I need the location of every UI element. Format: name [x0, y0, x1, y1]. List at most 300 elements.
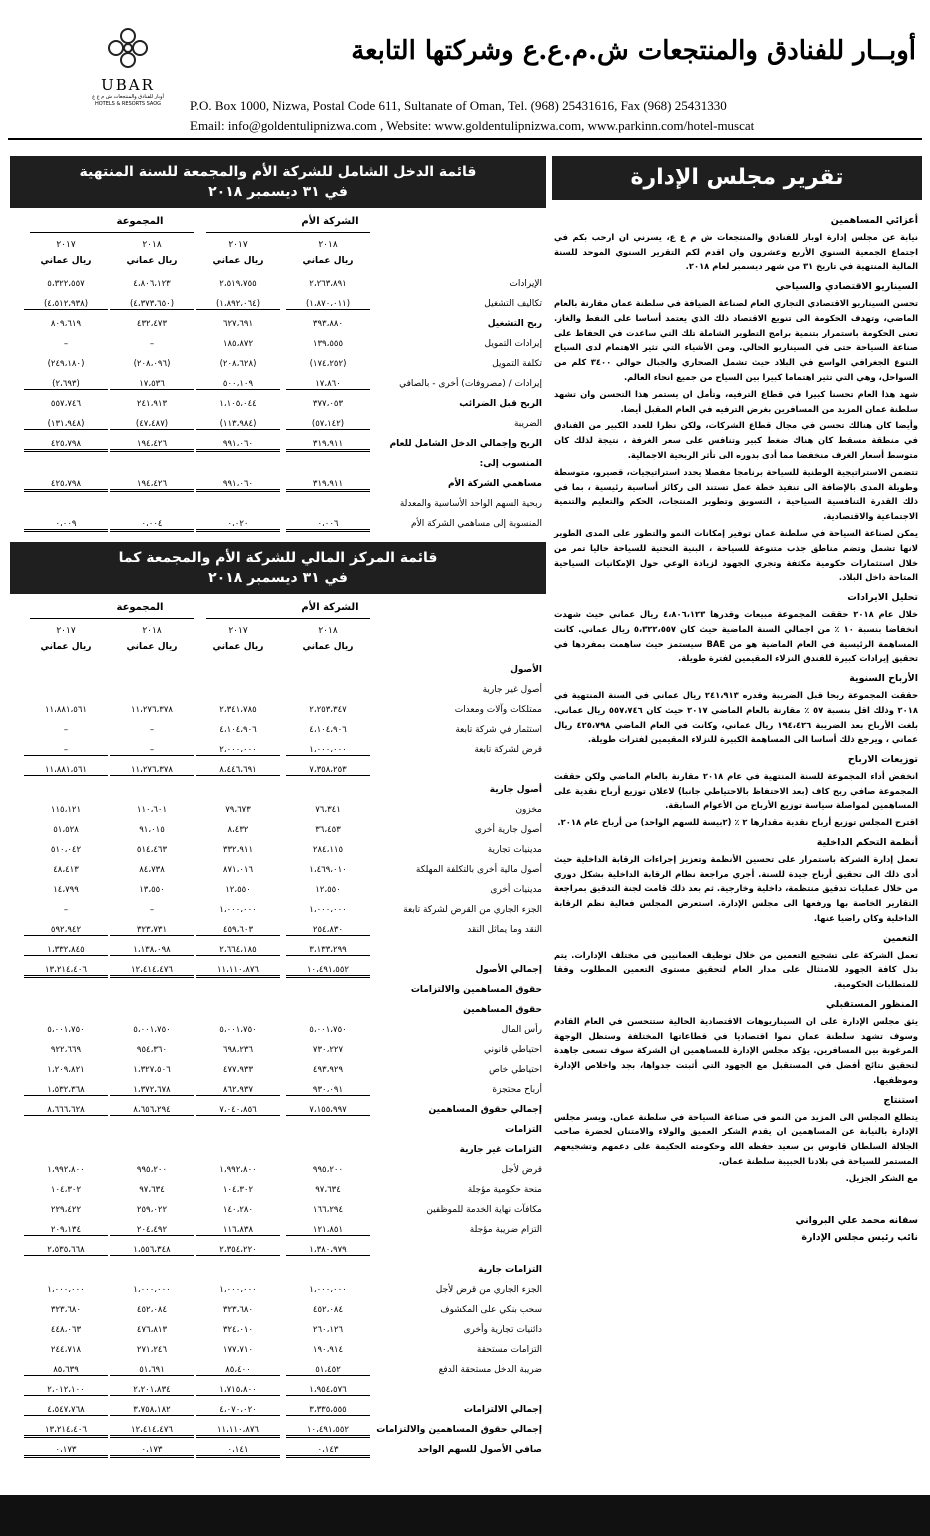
row-value: ٥،٠٠١،٧٥٠ — [219, 1025, 257, 1035]
table-row — [10, 782, 546, 802]
row-value: ١٢١،٨٥١ — [286, 1225, 370, 1236]
row-value: ٨،٤٤٦،٦٩١ — [196, 765, 280, 776]
row-label: إيرادات / (مصروفات) أخرى - بالصافي — [399, 379, 542, 389]
row-value: ٨٠٩،٦١٩ — [50, 319, 82, 329]
row-value: ١،٣٣٢،٨٤٥ — [24, 945, 108, 956]
row-value: ٥٠٠،١٠٩ — [196, 379, 280, 390]
parent-company-label: الشركة الأم — [301, 216, 359, 227]
row-value: ٣٦،٤٥٣ — [315, 825, 341, 835]
row-label: احتياطي قانوني — [484, 1045, 542, 1055]
table-row — [10, 842, 546, 862]
row-value: ٦٢٧،٦٩١ — [222, 319, 254, 329]
table-row — [10, 1002, 546, 1022]
row-value: ١،١٠٥،٠٤٤ — [219, 399, 257, 409]
row-value: ١٩٤،٤٢٦ — [110, 439, 194, 452]
row-value: ٢٤٤،٧١٨ — [50, 1345, 82, 1355]
table-row — [10, 902, 546, 922]
row-value: (٢،٦٩٣) — [24, 379, 108, 390]
row-value: ١٢،٤١٤،٤٧٦ — [110, 1425, 194, 1438]
row-label: ضريبة الدخل مستحقة الدفع — [438, 1365, 542, 1375]
year-label: ٢٠١٨ — [318, 626, 338, 636]
table-row — [10, 942, 546, 962]
row-value: ٠،٠٢٠ — [196, 519, 280, 532]
year-label: ٢٠١٧ — [56, 240, 76, 250]
row-value: ١،٠٠٠،٠٠٠ — [286, 745, 370, 756]
year-label: ٢٠١٨ — [142, 240, 162, 250]
row-value: ٣،٧٥٨،١٨٢ — [110, 1405, 194, 1416]
row-label: ربح التشغيل — [487, 319, 542, 329]
row-value: ٥٥٧،٧٤٦ — [50, 399, 82, 409]
row-value: ١١٦،٨٣٨ — [196, 1225, 280, 1236]
row-value: ٨،٦٦٦،٦٢٨ — [24, 1105, 108, 1116]
contact-line: Email: info@goldentulipnizwa.com , Website: www.goldentulipnizwa.com, www.parkinn.com/hotel-muscat — [190, 118, 755, 133]
row-value: ١١،٨٨١،٥٦١ — [44, 705, 87, 715]
report-paragraph: انخفض أداء المجموعة للسنة المنتهية في عام ٢٠١٨ مقارنة بالعام الماضي ولكن حققت المجموعة صافي ربح كاف (بعد الاحتفاظ بالاحتياطي جانبا) لاعلان توزيع أرباح نقدية على المساهمين لمواصلة سياسة توزيع الأرباح من الأعوام السابقة. — [554, 770, 918, 811]
row-value: ٩٧،٦٣٤ — [139, 1185, 165, 1195]
table-row — [10, 1122, 546, 1142]
logo-subtitle-en: HOTELS & RESORTS SAOG — [94, 101, 162, 107]
year-label: ٢٠١٧ — [228, 240, 248, 250]
row-value: ٢،٦٦٤،١٨٥ — [196, 945, 280, 956]
row-value: ٢،٢٠١،٨٣٤ — [110, 1385, 194, 1396]
row-value: ٣،٣٣٥،٥٥٥ — [286, 1405, 370, 1416]
row-value: ٥١،٤٥٢ — [286, 1365, 370, 1376]
year-label: ٢٠١٧ — [228, 626, 248, 636]
row-value: ٤٩٣،٩٢٩ — [312, 1065, 344, 1075]
balance-sheet-title — [10, 542, 546, 594]
row-label: مساهمي الشركة الأم — [447, 479, 542, 489]
table-row — [10, 1282, 546, 1302]
report-section-heading: الأرباح السنوية — [849, 673, 918, 685]
row-value: ٥،٠٠١،٧٥٠ — [133, 1025, 171, 1035]
row-label: مكافآت نهاية الخدمة للموظفين — [426, 1205, 542, 1215]
logo-emblem-icon — [100, 22, 156, 74]
row-value: ٢،٠٠٠،٠٠٠ — [196, 745, 280, 756]
row-value: ١٧٧،٧١٠ — [222, 1345, 254, 1355]
row-value: (١١٣،٩٨٤) — [196, 419, 280, 430]
row-value: ٩٩١،٠٦٠ — [196, 479, 280, 492]
report-body — [552, 200, 922, 1246]
balance-title-line2: في ٣١ ديسمبر ٢٠١٨ — [208, 570, 348, 586]
row-label: إجمالي الأصول — [475, 965, 542, 975]
report-paragraph: وأيضا كان هنالك تحسن في مجال قطاع الشركات، ولكن نظرا للعدد الكبير من الفنادق في منطقة مسقط كان هناك ضغط كبير وتنافس على سعر الغرفة ، نتيجة لذلك كان متوسط أسعار الغرف منخفضا مما أدى بدوره الى تأثر الربحية الاجمالية. — [554, 420, 918, 460]
balance-title-line1: قائمة المركز المالي للشركة الأم والمجمعة كما — [118, 550, 438, 566]
table-row — [10, 316, 546, 336]
row-value: ٥٩٢،٩٤٢ — [24, 925, 108, 936]
row-value: ٣١٩،٩١١ — [286, 439, 370, 452]
row-value: ٤،١٠٤،٩٠٦ — [219, 725, 257, 735]
row-value: ٢،٢٦٣،٨٩١ — [309, 279, 347, 289]
logo-wordmark: UBAR — [101, 76, 155, 94]
row-value: (٤٧،٤٨٧) — [110, 419, 194, 430]
board-report — [552, 156, 922, 1246]
table-row — [10, 662, 546, 682]
table-row — [10, 1102, 546, 1122]
parent-underline — [206, 618, 370, 619]
row-value: ٣٢٣،٧٣١ — [110, 925, 194, 936]
address-line: P.O. Box 1000, Nizwa, Postal Code 611, Sultanate of Oman, Tel. (968) 25431616, Fax (968) 25431330 — [190, 98, 727, 113]
row-value: ٤٥٩،٦٠٣ — [196, 925, 280, 936]
row-label: أصول جارية — [489, 785, 542, 795]
row-value: ٤٢٥،٧٩٨ — [24, 479, 108, 492]
row-value: ١،٠٠٠،٠٠٠ — [219, 905, 257, 915]
row-value: (١،٨٩٢،٠٦٤) — [196, 299, 280, 310]
balance-column-header — [10, 594, 546, 662]
table-row — [10, 1382, 546, 1402]
report-paragraph: شهد هذا العام تحسنا كبيرا في قطاع الترفيه، وتأمل ان يستمر هذا التحسن وان تشهد سلطنة عمان المزيد من المسافرين بغرض الترفيه في العام المقبل أيضا. — [554, 388, 918, 414]
currency-label: ريال عماني — [212, 256, 264, 266]
financial-statements — [10, 156, 546, 1462]
row-label: قرض لشركة تابعة — [474, 745, 542, 755]
row-value: (٤،٥١٢،٩٣٨) — [24, 299, 108, 310]
row-value: ٣٩٣،٨٨٠ — [312, 319, 344, 329]
signature-block — [554, 1212, 918, 1246]
row-value: ١١٥،١٢١ — [50, 805, 82, 815]
table-row — [10, 396, 546, 416]
report-section-heading: تحليل الايرادات — [847, 592, 918, 604]
table-row — [10, 1342, 546, 1362]
row-value: ١،٣٢٧،٥٠٦ — [133, 1065, 171, 1075]
row-label: أصول مالية أخرى بالتكلفة المهلكة — [415, 865, 542, 875]
row-value: – — [149, 339, 155, 349]
table-row — [10, 762, 546, 782]
row-value: ٨٦٢،٩٣٧ — [196, 1085, 280, 1096]
row-value: (٢٤٩،١٨٠) — [47, 359, 85, 369]
row-value: ٩٩٥،٢٠٠ — [312, 1165, 344, 1175]
row-value: ٢٧١،٢٤٦ — [136, 1345, 168, 1355]
row-value: ١٢،٥٥٠ — [315, 885, 341, 895]
table-row — [10, 922, 546, 942]
table-row — [10, 1162, 546, 1182]
income-title-line2: في ٣١ ديسمبر ٢٠١٨ — [208, 184, 348, 200]
row-value: ٢٥٩،٠٢٢ — [136, 1205, 168, 1215]
table-row — [10, 702, 546, 722]
income-title-line1: قائمة الدخل الشامل للشركة الأم والمجمعة للسنة المنتهية — [79, 164, 477, 180]
row-value: (٢٠٨،٠٩٦) — [133, 359, 171, 369]
row-value: ١١٠،٦٠١ — [136, 805, 168, 815]
report-title: تقرير مجلس الإدارة — [552, 156, 922, 200]
row-value: ١٠٤،٣٠٢ — [50, 1185, 82, 1195]
table-row — [10, 416, 546, 436]
table-row — [10, 456, 546, 476]
row-value: ٢،٣٥٤،٢٢٠ — [196, 1245, 280, 1256]
report-paragraph: خلال عام ٢٠١٨ حققت المجموعة مبيعات وقدرها ٤،٨٠٦،١٢٣ ريال عماني حيث شهدت انخفاضا بنسبة ١٠ ٪ من اجمالي السنة الماضية حيث كان ٥،٣٢٢،٥٥٧ ريال عماني. كانت المساهمة الرئيسية في العام الماضية هو من BAE سيستمز حيث ساهمت بمفردها في تحقيق إيرادات كبيرة للفندق النزلاء المقيمين لفترة طويلة. — [554, 608, 919, 664]
table-row — [10, 1062, 546, 1082]
row-value: ٢٠٩،١٣٤ — [24, 1225, 108, 1236]
row-value: ٣٢٣،٦٨٠ — [50, 1305, 82, 1315]
signatory-title: نائب رئيس مجلس الإدارة — [801, 1231, 918, 1243]
row-label: أرباح محتجزة — [492, 1085, 542, 1095]
row-value: ٤٤٨،٠٦٣ — [50, 1325, 82, 1335]
row-label: تكاليف التشغيل — [484, 299, 542, 309]
row-value: ١،٠٠٠،٠٠٠ — [47, 1285, 85, 1295]
row-value: ١١،٢٧٦،٣٧٨ — [110, 765, 194, 776]
table-row — [10, 822, 546, 842]
parent-company-label: الشركة الأم — [301, 602, 359, 613]
company-header — [8, 14, 922, 140]
row-value: ١٦٦،٢٩٤ — [312, 1205, 344, 1215]
table-row — [10, 1222, 546, 1242]
report-section-heading: المنظور المستقبلي — [826, 999, 918, 1011]
row-label: المنسوب إلى: — [479, 459, 542, 469]
row-value: ٤٣٢،٤٧٣ — [136, 319, 168, 329]
report-paragraph: تحسن السيناريو الاقتصادي التجاري العام لصناعة الضيافة في سلطنة عمان مقارنة بالعام الماضي، وتهدف الحكومة الى تنويع الاقتصاد ذلك الذي يعتمد أساسا على النفط والغاز. تعنى الحكومة باستمرار بتنمية برامج التطوير الشاملة تلك التي ساعدت في الحفاظ على صناعة السياحة حتى في السيناريو الحالي. ومن الأشياء التي تثير الاهتمام لدى السياح التنوع الجغرافي الواسع في البلاد حيث تشمل الصحاري والجبال حوالي ٣٤٠٠ كلم من السواحل، وهي التي تثير اهتماما كبيرا بين السياح من جميع انحاء العالم. — [554, 297, 918, 382]
row-label: التزامات مستحقة — [476, 1345, 542, 1355]
row-label: قرض لأجل — [501, 1165, 542, 1175]
row-value: ٨٥،٤٠٠ — [196, 1365, 280, 1376]
table-row — [10, 496, 546, 516]
balance-table — [10, 662, 546, 1462]
table-row — [10, 296, 546, 316]
row-value: (١٧٤،٢٥٢) — [309, 359, 347, 369]
row-value: ٢٥٤،٨٣٠ — [286, 925, 370, 936]
report-paragraph: يتطلع المجلس الى المزيد من النمو في صناعة السياحة في سلطنة عمان. ويسر مجلس الإدارة بالنيابة عن المساهمين ان يقدم الشكر العميق والولاء والامتنان لحضرة صاحب الجلالة السلطان قابوس بن سعيد حفظه الله وحكومته الحكيمة على دعمهم وتشجيعهم المستمر للسياحة في بلادنا الحبيبة سلطنة عمان. — [554, 1111, 918, 1167]
report-section-heading: التعمين — [883, 932, 918, 944]
currency-label: ريال عماني — [126, 256, 178, 266]
row-label: الجزء الجاري من القرض لشركة تابعة — [403, 905, 542, 915]
year-label: ٢٠١٨ — [142, 626, 162, 636]
table-row — [10, 882, 546, 902]
table-row — [10, 1322, 546, 1342]
row-value: ١،٣٨٠،٩٧٩ — [286, 1245, 370, 1256]
row-value: ١٣٩،٥٥٥ — [312, 339, 344, 349]
row-label: التزامات — [505, 1125, 542, 1135]
table-row — [10, 1022, 546, 1042]
currency-label: ريال عماني — [302, 256, 354, 266]
table-row — [10, 376, 546, 396]
row-value: ٢،٢٥٣،٣٤٧ — [309, 705, 347, 715]
row-value: ٢،٠١٢،١٠٠ — [24, 1385, 108, 1396]
table-row — [10, 356, 546, 376]
row-label: التزامات غير جارية — [459, 1145, 542, 1155]
row-value: ٠،٠٠٦ — [286, 519, 370, 532]
row-value: ٩٣٠،٠٩١ — [286, 1085, 370, 1096]
row-value: ٤،١٠٤،٩٠٦ — [309, 725, 347, 735]
table-row — [10, 1422, 546, 1442]
year-label: ٢٠١٧ — [56, 626, 76, 636]
row-value: – — [63, 725, 69, 735]
table-row — [10, 862, 546, 882]
report-paragraph: نيابة عن مجلس إدارة اوبار للفنادق والمنتجعات ش م ع ع، يسرني ان ارحب بكم في اجتماع الجمعية السنوي الأربع وعشرون وان اقدم لكم التقرير السنوي الموحد للسنة المالية المنتهية في تاريخ ٣١ من شهر ديسمبر لعام ٢٠١٨. — [554, 231, 918, 272]
row-value: ٢،٥٣٥،٦٦٨ — [24, 1245, 108, 1256]
row-value: ١،٠٠٠،٠٠٠ — [309, 1285, 347, 1295]
group-label: المجموعة — [116, 216, 164, 227]
row-label: ممتلكات وآلات ومعدات — [454, 705, 542, 715]
table-row — [10, 516, 546, 536]
row-value: – — [149, 905, 155, 915]
row-value: ٥١٤،٤٦٣ — [136, 845, 168, 855]
row-value: ٩١،٠١٥ — [139, 825, 165, 835]
group-underline — [30, 232, 194, 233]
row-label: إجمالي حقوق المساهمين والالتزامات — [376, 1425, 542, 1435]
row-value: ٤٨،٤١٣ — [53, 865, 79, 875]
group-underline — [30, 618, 194, 619]
row-value: ٧،١٥٥،٩٩٧ — [286, 1105, 370, 1116]
row-value: ١٧،٥٣٦ — [110, 379, 194, 390]
row-label: حقوق المساهمين والالتزامات — [410, 985, 542, 995]
row-value: ٨،٤٣٢ — [227, 825, 249, 835]
row-value: ٠،٠٠٤ — [110, 519, 194, 532]
row-value: ١١،٨٨١،٥٦١ — [24, 765, 108, 776]
row-value: – — [24, 745, 108, 756]
row-value: ١،٥٥٦،٣٤٨ — [110, 1245, 194, 1256]
currency-label: ريال عماني — [212, 642, 264, 652]
row-label: الضريبة — [513, 419, 542, 429]
report-section-heading: استنتاج — [883, 1094, 918, 1106]
row-value: ٨٥،٦٣٩ — [24, 1365, 108, 1376]
row-value: ٥،٠٠١،٧٥٠ — [309, 1025, 347, 1035]
table-row — [10, 722, 546, 742]
row-label: إجمالي حقوق المساهمين — [428, 1105, 542, 1115]
row-label: الإيرادات — [509, 279, 542, 289]
row-value: ٤٢٥،٧٩٨ — [24, 439, 108, 452]
currency-label: ريال عماني — [302, 642, 354, 652]
row-value: ٠،١٧٣ — [110, 1445, 194, 1458]
row-value: (١،٨٧٠،٠١١) — [286, 299, 370, 310]
row-value: ٢٠٤،٤٩٢ — [110, 1225, 194, 1236]
row-label: الربح وإجمالي الدخل الشامل للعام — [389, 439, 542, 449]
row-value: (١٣١،٩٤٨) — [24, 419, 108, 430]
table-row — [10, 1302, 546, 1322]
row-value: – — [149, 725, 155, 735]
row-label: التزام ضريبة مؤجلة — [469, 1225, 542, 1235]
row-value: ٥،٠٠١،٧٥٠ — [47, 1025, 85, 1035]
row-value: ١١،٢٧٦،٣٧٨ — [130, 705, 173, 715]
row-value: (٢٠٨،٦٢٨) — [219, 359, 257, 369]
row-value: ١٤،٧٩٩ — [53, 885, 79, 895]
row-value: ١٢،٤١٤،٤٧٦ — [110, 965, 194, 978]
row-value: ١٤٠،٢٨٠ — [222, 1205, 254, 1215]
row-label: الربح قبل الضرائب — [459, 399, 542, 409]
row-value: ١٨٥،٨٧٢ — [222, 339, 254, 349]
row-value: ٨،٦٥٦،٢٩٤ — [110, 1105, 194, 1116]
row-value: ١،٩٩٢،٨٠٠ — [219, 1165, 257, 1175]
report-paragraph: تتضمن الاستراتيجية الوطنية للسياحة برنامجا مفصلا يحدد استراتيجيات، قصيرو، متوسطة وطويلة المدى بالإضافة الى تنفيذ خطة عمل تستند الى ركائز أساسية رئيسية ، بما في ذلك القدرة التنافسية السياحية ، التسويق وتطوير المنتجات، الحكم والتعليم والتنمية الاجتماعية والاقتصادية. — [554, 466, 918, 522]
table-row — [10, 1182, 546, 1202]
row-value: ١٠،٤٩١،٥٥٢ — [286, 965, 370, 978]
row-label: منحة حكومية مؤجلة — [467, 1185, 542, 1195]
report-paragraph: تعمل إدارة الشركة باستمرار على تحسين الأنظمة وتعزيز إجراءات الرقابة الداخلية حيث أدى ذلك الى تحقيق أرباح جيدة للسنة. أجري مراجعة نظام الرقابة الداخلية بشكل دوري من خلال عمليات تدقيق منتظمة، داخلية وخارجية. ثم بعد ذلك قامت لجنة التدقيق بمراجعة التقارير الخاصة بها ورفعها الى مجلس الإدارة. استعرض المجلس فعالية نظم الرقابة الداخلية وكان راضيا عنها. — [554, 853, 918, 924]
report-paragraph: تعمل الشركة على تشجيع التعمين من خلال توظيف العمانيين في مختلف الإدارات. يتم بذل كافة الجهود للامتثال على مدار العام لتحقيق مستوى التعمين المطلوب وفقا للمتطلبات الحكومية. — [554, 949, 918, 990]
row-label: إيرادات التمويل — [484, 339, 542, 349]
row-value: ١١،١١٠،٨٧٦ — [196, 965, 280, 978]
row-value: ٩٢٢،٦٦٩ — [50, 1045, 82, 1055]
row-value: ١،٠٠٠،٠٠٠ — [309, 905, 347, 915]
row-label: صافي الأصول للسهم الواحد — [417, 1445, 542, 1455]
row-label: التزامات جارية — [478, 1265, 542, 1275]
row-value: ٢٨٤،١١٥ — [312, 845, 344, 855]
row-value: ٩٩١،٠٦٠ — [196, 439, 280, 452]
row-value: ٤٥٢،٠٨٤ — [312, 1305, 344, 1315]
row-label: مدينيات تجارية — [487, 845, 542, 855]
row-value: ٩٥٤،٣٦٠ — [136, 1045, 168, 1055]
group-label: المجموعة — [116, 602, 164, 613]
table-row — [10, 1362, 546, 1382]
row-value: ١٣،٢١٤،٤٠٦ — [24, 1425, 108, 1438]
company-logo — [88, 22, 168, 108]
page-bottom-band — [0, 1495, 930, 1536]
row-label: رأس المال — [501, 1025, 542, 1035]
row-value: – — [63, 339, 69, 349]
row-value: ١،٩٩٢،٨٠٠ — [47, 1165, 85, 1175]
report-section-heading: أنظمة التحكم الداخلية — [816, 837, 918, 849]
row-label: أصول جارية أخرى — [474, 825, 542, 835]
row-label: الأصول — [510, 665, 542, 675]
row-label: استثمار في شركة تابعة — [455, 725, 542, 735]
row-value: ١١،١١٠،٨٧٦ — [196, 1425, 280, 1438]
row-label: النقد وما يماثل النقد — [467, 925, 542, 935]
row-value: ٢،٥١٩،٧٥٥ — [219, 279, 257, 289]
row-value: ٢٦٠،١٢٦ — [312, 1325, 344, 1335]
row-value: ٠،١٧٣ — [24, 1445, 108, 1458]
table-row — [10, 962, 546, 982]
table-row — [10, 682, 546, 702]
company-name: أوبــار للفنادق والمنتجعات ش.م.ع.ع وشركتها التابعة — [351, 36, 916, 66]
row-value: ١،٣٧٢،٦٧٨ — [110, 1085, 194, 1096]
currency-label: ريال عماني — [40, 642, 92, 652]
row-value: ٢٤١،٩١٣ — [136, 399, 168, 409]
row-value: ٤٧٧،٩٣٣ — [222, 1065, 254, 1075]
row-value: ٨٤،٧٣٨ — [139, 865, 165, 875]
parent-underline — [206, 232, 370, 233]
row-value: ١٩٤،٤٢٦ — [110, 479, 194, 492]
table-row — [10, 982, 546, 1002]
row-value: ٥١،٥٢٨ — [53, 825, 79, 835]
row-value: ٣٢٣،٦٨٠ — [222, 1305, 254, 1315]
row-value: ١٢،٥٥٠ — [225, 885, 251, 895]
row-label: مخزون — [515, 805, 542, 815]
report-section-heading: السيناريو الاقتصادي والسياحي — [775, 281, 918, 293]
row-value: ٠،١٤٣ — [286, 1445, 370, 1458]
row-value: ٤،٨٠٦،١٢٣ — [133, 279, 171, 289]
row-label: حقوق المساهمين — [463, 1005, 542, 1015]
report-section-heading: أعزائي المساهمين — [830, 215, 918, 226]
row-label: دائنيات تجارية وأخرى — [463, 1325, 542, 1335]
report-paragraph: حققت المجموعة ربحا قبل الضريبة وقدره ٢٤١،٩١٣ ريال عماني في السنة المنتهية في ٢٠١٨ وذلك اقل بنسبة ٥٧ ٪ مقارنة بالعام الماضي ٢٠١٧ حيث كان ٥٥٧،٧٤٦ ريال عماني. بلغت الأرباح بعد الضريبة ١٩٤،٤٢٦ ريال عماني، وكانت في العام الماضي ٤٢٥،٧٩٨ ريال عماني ، ويرجع ذلك أساسا الى المساهمة الكبيرة للنزلاء المقيمين لفترات طويلة. — [554, 689, 919, 745]
row-value: ٣٢٤،٠١٠ — [222, 1325, 254, 1335]
row-value: ٥١،٦٩١ — [110, 1365, 194, 1376]
row-value: ١،١٣٨،٠٩٨ — [110, 945, 194, 956]
row-value: ٤،٥٤٧،٧٦٨ — [24, 1405, 108, 1416]
row-value: ١٠،٤٩١،٥٥٢ — [286, 1425, 370, 1438]
year-label: ٢٠١٨ — [318, 240, 338, 250]
table-row — [10, 1042, 546, 1062]
row-value: ٧٩،٦٧٣ — [225, 805, 251, 815]
row-value: ٩٧،٦٣٤ — [315, 1185, 341, 1195]
row-value: ٤٥٢،٠٨٤ — [136, 1305, 168, 1315]
row-value: (٥٧،١٤٢) — [286, 419, 370, 430]
row-value: ١،٧١٥،٨٠٠ — [196, 1385, 280, 1396]
table-row — [10, 1442, 546, 1462]
row-label: سحب بنكي على المكشوف — [440, 1305, 542, 1315]
row-label: احتياطي خاص — [489, 1065, 542, 1075]
row-value: ١،٩٥٤،٥٧٦ — [286, 1385, 370, 1396]
signatory-name: سفانه محمد علي البرواني — [795, 1214, 918, 1226]
table-row — [10, 436, 546, 456]
logo-subtitle-ar: أوبار للفنادق والمنتجعات ش م ع ع — [92, 94, 164, 100]
table-row — [10, 1262, 546, 1282]
report-paragraph: اقترح المجلس توزيع أرباح نقدية مقدارها ٢ ٪ (٢بيسة للسهم الواحد) من أرباح عام ٢٠١٨. — [557, 817, 918, 828]
row-value: ١،٠٠٠،٠٠٠ — [219, 1285, 257, 1295]
table-row — [10, 1202, 546, 1222]
row-value: ٨٧١،٠١٦ — [222, 865, 254, 875]
row-value: ١٣،٢١٤،٤٠٦ — [24, 965, 108, 978]
row-label: أصول غير جارية — [482, 685, 542, 695]
row-value: ٧،٣٥٨،٢٥٣ — [286, 765, 370, 776]
row-value: ٠،٠٠٩ — [24, 519, 108, 532]
row-value: ٥،٣٢٢،٥٥٧ — [47, 279, 85, 289]
table-row — [10, 742, 546, 762]
